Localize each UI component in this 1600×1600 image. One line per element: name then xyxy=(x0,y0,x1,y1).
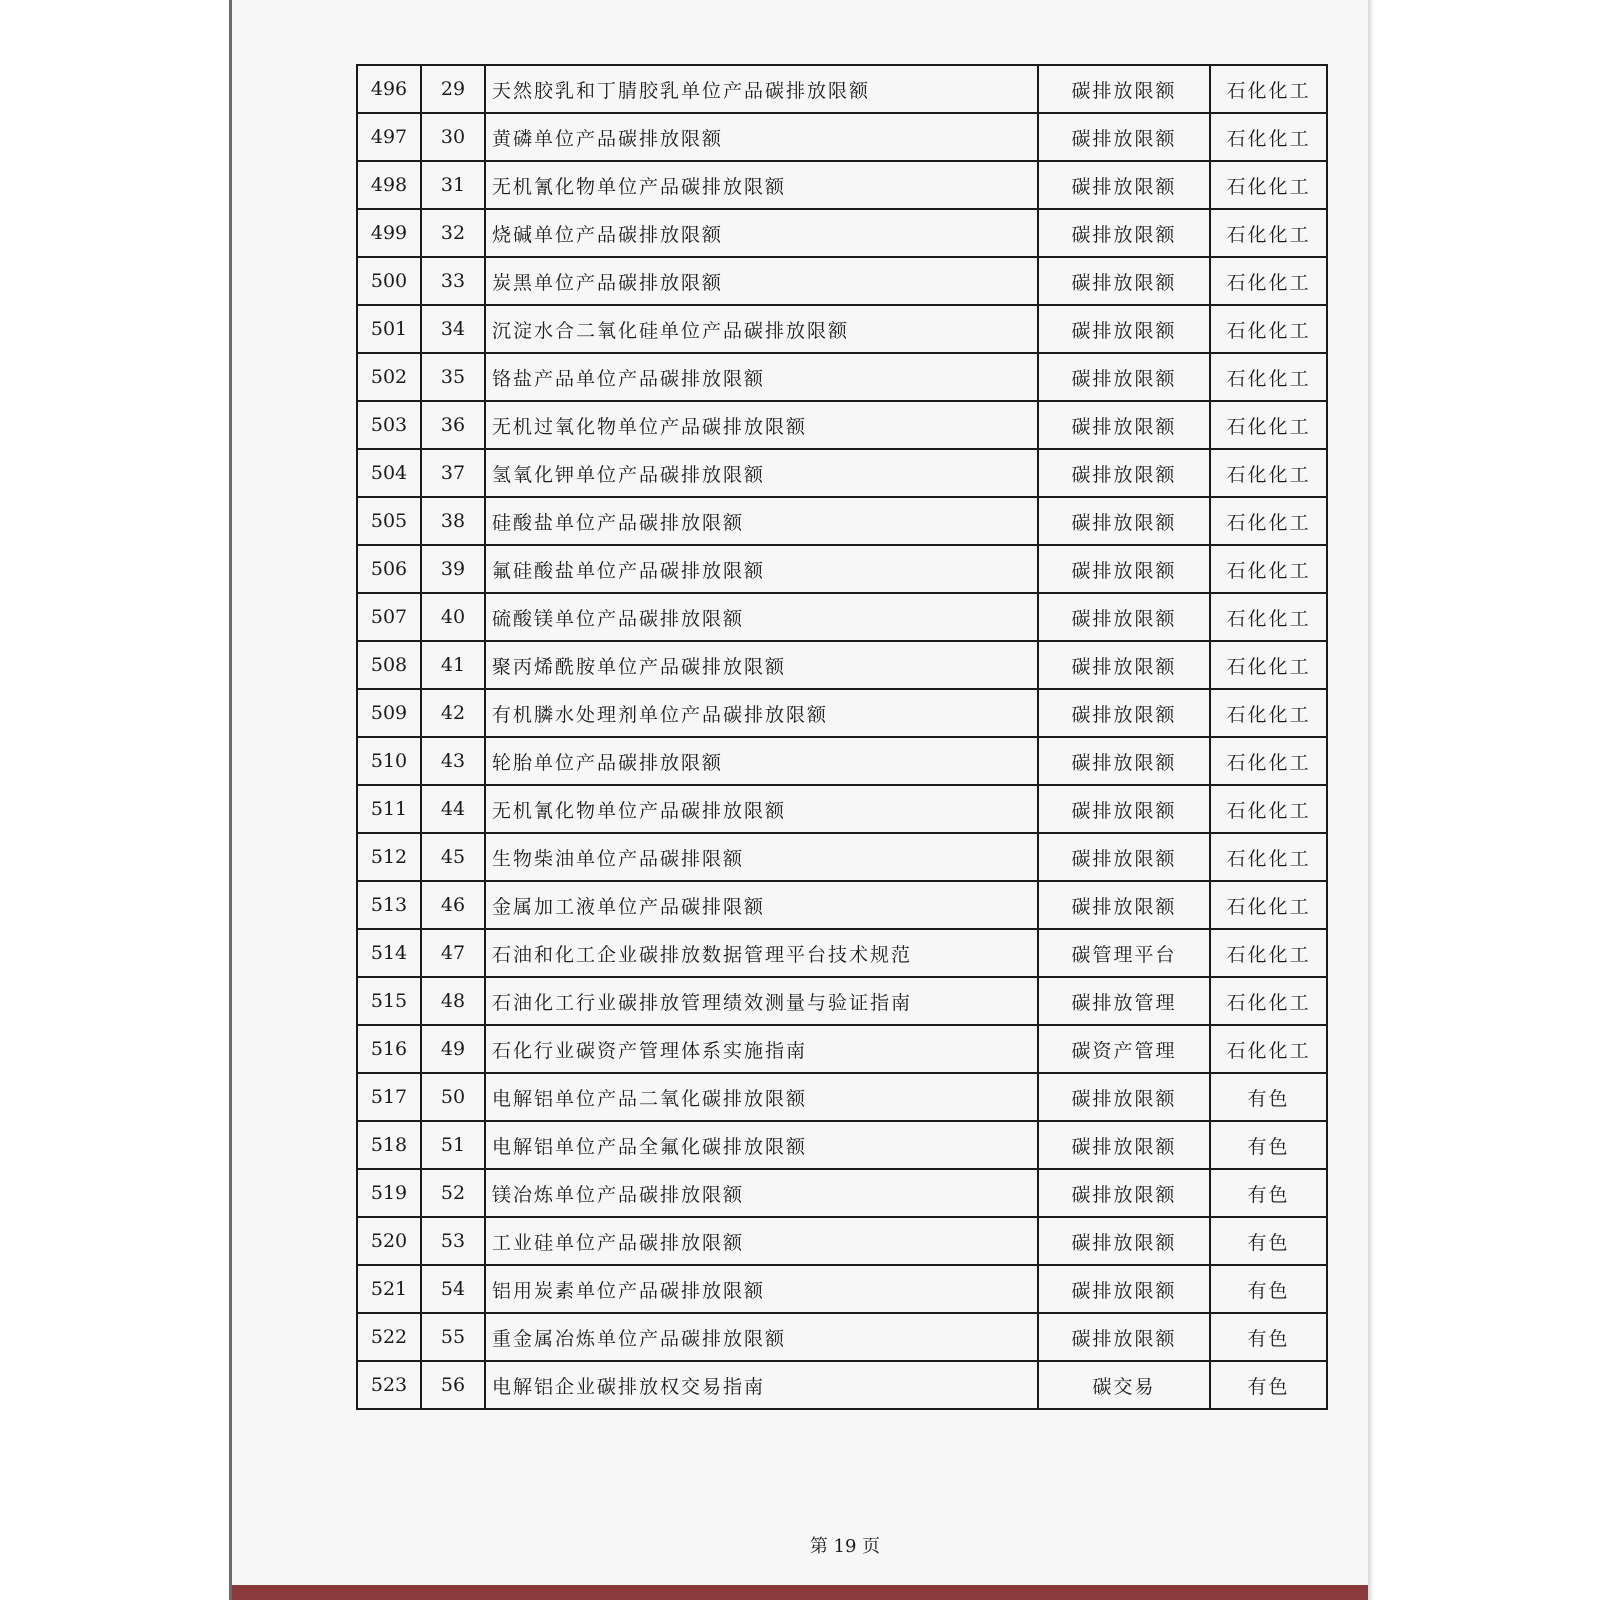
row-number: 516 xyxy=(357,1025,421,1073)
row-sequence: 42 xyxy=(421,689,485,737)
industry: 石化化工 xyxy=(1210,545,1327,593)
row-number: 523 xyxy=(357,1361,421,1409)
standard-category: 碳排放限额 xyxy=(1038,401,1210,449)
standard-category: 碳排放限额 xyxy=(1038,1313,1210,1361)
standard-category: 碳资产管理 xyxy=(1038,1025,1210,1073)
row-number: 518 xyxy=(357,1121,421,1169)
row-number: 501 xyxy=(357,305,421,353)
industry: 有色 xyxy=(1210,1217,1327,1265)
left-margin xyxy=(0,0,232,1600)
table-row xyxy=(357,1025,1327,1073)
industry: 石化化工 xyxy=(1210,929,1327,977)
standard-name: 重金属冶炼单位产品碳排放限额 xyxy=(485,1313,1038,1361)
table-row xyxy=(357,161,1327,209)
row-sequence: 40 xyxy=(421,593,485,641)
standard-name: 炭黑单位产品碳排放限额 xyxy=(485,257,1038,305)
row-sequence: 29 xyxy=(421,65,485,113)
table-row xyxy=(357,449,1327,497)
standard-name: 无机氰化物单位产品碳排放限额 xyxy=(485,161,1038,209)
industry: 有色 xyxy=(1210,1265,1327,1313)
standard-category: 碳排放限额 xyxy=(1038,161,1210,209)
row-sequence: 39 xyxy=(421,545,485,593)
standard-name: 烧碱单位产品碳排放限额 xyxy=(485,209,1038,257)
standard-category: 碳排放限额 xyxy=(1038,641,1210,689)
row-number: 515 xyxy=(357,977,421,1025)
row-sequence: 51 xyxy=(421,1121,485,1169)
table-row xyxy=(357,1073,1327,1121)
standard-category: 碳排放限额 xyxy=(1038,1073,1210,1121)
table-row xyxy=(357,65,1327,113)
standard-name: 无机氰化物单位产品碳排放限额 xyxy=(485,785,1038,833)
row-sequence: 54 xyxy=(421,1265,485,1313)
table-row xyxy=(357,785,1327,833)
row-sequence: 48 xyxy=(421,977,485,1025)
table-row xyxy=(357,593,1327,641)
standard-category: 碳排放限额 xyxy=(1038,257,1210,305)
standard-category: 碳排放限额 xyxy=(1038,881,1210,929)
row-number: 499 xyxy=(357,209,421,257)
row-number: 496 xyxy=(357,65,421,113)
row-number: 517 xyxy=(357,1073,421,1121)
industry: 石化化工 xyxy=(1210,977,1327,1025)
industry: 石化化工 xyxy=(1210,689,1327,737)
table-row xyxy=(357,641,1327,689)
standards-table xyxy=(356,64,1328,1410)
standard-name: 金属加工液单位产品碳排限额 xyxy=(485,881,1038,929)
standard-category: 碳管理平台 xyxy=(1038,929,1210,977)
standard-category: 碳排放限额 xyxy=(1038,1169,1210,1217)
row-number: 503 xyxy=(357,401,421,449)
standard-category: 碳排放限额 xyxy=(1038,113,1210,161)
standard-name: 生物柴油单位产品碳排限额 xyxy=(485,833,1038,881)
standard-name: 工业硅单位产品碳排放限额 xyxy=(485,1217,1038,1265)
table-row xyxy=(357,1361,1327,1409)
table-row xyxy=(357,401,1327,449)
row-number: 519 xyxy=(357,1169,421,1217)
row-number: 500 xyxy=(357,257,421,305)
table-row xyxy=(357,1313,1327,1361)
row-number: 511 xyxy=(357,785,421,833)
row-sequence: 36 xyxy=(421,401,485,449)
table-row xyxy=(357,545,1327,593)
standard-name: 电解铝企业碳排放权交易指南 xyxy=(485,1361,1038,1409)
row-sequence: 55 xyxy=(421,1313,485,1361)
standard-category: 碳排放限额 xyxy=(1038,353,1210,401)
row-number: 506 xyxy=(357,545,421,593)
standard-name: 聚丙烯酰胺单位产品碳排放限额 xyxy=(485,641,1038,689)
standard-category: 碳排放限额 xyxy=(1038,1121,1210,1169)
table-row xyxy=(357,833,1327,881)
standard-category: 碳排放限额 xyxy=(1038,449,1210,497)
row-number: 512 xyxy=(357,833,421,881)
standard-name: 轮胎单位产品碳排放限额 xyxy=(485,737,1038,785)
table-row xyxy=(357,1169,1327,1217)
standard-category: 碳排放限额 xyxy=(1038,833,1210,881)
industry: 石化化工 xyxy=(1210,1025,1327,1073)
page-number: 第 19 页 xyxy=(809,1536,881,1557)
row-number: 505 xyxy=(357,497,421,545)
industry: 石化化工 xyxy=(1210,305,1327,353)
standard-category: 碳排放限额 xyxy=(1038,689,1210,737)
industry: 有色 xyxy=(1210,1121,1327,1169)
table-row xyxy=(357,1265,1327,1313)
industry: 石化化工 xyxy=(1210,593,1327,641)
standard-name: 氟硅酸盐单位产品碳排放限额 xyxy=(485,545,1038,593)
table-row xyxy=(357,689,1327,737)
standard-category: 碳交易 xyxy=(1038,1361,1210,1409)
industry: 石化化工 xyxy=(1210,497,1327,545)
industry: 石化化工 xyxy=(1210,737,1327,785)
row-number: 497 xyxy=(357,113,421,161)
standard-category: 碳排放管理 xyxy=(1038,977,1210,1025)
standard-name: 沉淀水合二氧化硅单位产品碳排放限额 xyxy=(485,305,1038,353)
standard-category: 碳排放限额 xyxy=(1038,1265,1210,1313)
row-number: 514 xyxy=(357,929,421,977)
standard-category: 碳排放限额 xyxy=(1038,1217,1210,1265)
bottom-edge xyxy=(232,1585,1368,1600)
standard-name: 无机过氧化物单位产品碳排放限额 xyxy=(485,401,1038,449)
industry: 石化化工 xyxy=(1210,785,1327,833)
row-number: 508 xyxy=(357,641,421,689)
standard-category: 碳排放限额 xyxy=(1038,305,1210,353)
row-sequence: 52 xyxy=(421,1169,485,1217)
row-number: 521 xyxy=(357,1265,421,1313)
industry: 有色 xyxy=(1210,1073,1327,1121)
industry: 石化化工 xyxy=(1210,209,1327,257)
industry: 石化化工 xyxy=(1210,833,1327,881)
row-number: 498 xyxy=(357,161,421,209)
row-number: 507 xyxy=(357,593,421,641)
standard-name: 石化行业碳资产管理体系实施指南 xyxy=(485,1025,1038,1073)
table-row xyxy=(357,257,1327,305)
table-row xyxy=(357,977,1327,1025)
table-row xyxy=(357,737,1327,785)
table-row xyxy=(357,881,1327,929)
standard-name: 电解铝单位产品二氧化碳排放限额 xyxy=(485,1073,1038,1121)
industry: 石化化工 xyxy=(1210,641,1327,689)
industry: 石化化工 xyxy=(1210,449,1327,497)
row-sequence: 30 xyxy=(421,113,485,161)
row-number: 504 xyxy=(357,449,421,497)
standard-category: 碳排放限额 xyxy=(1038,209,1210,257)
row-number: 513 xyxy=(357,881,421,929)
industry: 石化化工 xyxy=(1210,353,1327,401)
standard-name: 铬盐产品单位产品碳排放限额 xyxy=(485,353,1038,401)
table-row xyxy=(357,305,1327,353)
standard-name: 硅酸盐单位产品碳排放限额 xyxy=(485,497,1038,545)
row-sequence: 41 xyxy=(421,641,485,689)
industry: 石化化工 xyxy=(1210,161,1327,209)
row-sequence: 43 xyxy=(421,737,485,785)
row-sequence: 45 xyxy=(421,833,485,881)
standard-category: 碳排放限额 xyxy=(1038,785,1210,833)
standard-name: 氢氧化钾单位产品碳排放限额 xyxy=(485,449,1038,497)
row-sequence: 34 xyxy=(421,305,485,353)
row-sequence: 50 xyxy=(421,1073,485,1121)
row-sequence: 46 xyxy=(421,881,485,929)
industry: 有色 xyxy=(1210,1313,1327,1361)
table-row xyxy=(357,209,1327,257)
table-row xyxy=(357,929,1327,977)
standard-category: 碳排放限额 xyxy=(1038,497,1210,545)
row-sequence: 47 xyxy=(421,929,485,977)
industry: 有色 xyxy=(1210,1169,1327,1217)
standard-category: 碳排放限额 xyxy=(1038,65,1210,113)
standard-name: 电解铝单位产品全氟化碳排放限额 xyxy=(485,1121,1038,1169)
table-body xyxy=(357,65,1327,1409)
standard-name: 铝用炭素单位产品碳排放限额 xyxy=(485,1265,1038,1313)
table-row xyxy=(357,497,1327,545)
industry: 石化化工 xyxy=(1210,65,1327,113)
standard-name: 硫酸镁单位产品碳排放限额 xyxy=(485,593,1038,641)
row-sequence: 37 xyxy=(421,449,485,497)
row-sequence: 31 xyxy=(421,161,485,209)
row-sequence: 49 xyxy=(421,1025,485,1073)
row-number: 509 xyxy=(357,689,421,737)
standard-name: 天然胶乳和丁腈胶乳单位产品碳排放限额 xyxy=(485,65,1038,113)
row-sequence: 53 xyxy=(421,1217,485,1265)
industry: 石化化工 xyxy=(1210,881,1327,929)
standard-category: 碳排放限额 xyxy=(1038,593,1210,641)
table-row xyxy=(357,1217,1327,1265)
standard-category: 碳排放限额 xyxy=(1038,737,1210,785)
row-sequence: 56 xyxy=(421,1361,485,1409)
row-sequence: 35 xyxy=(421,353,485,401)
standard-name: 黄磷单位产品碳排放限额 xyxy=(485,113,1038,161)
row-sequence: 44 xyxy=(421,785,485,833)
industry: 石化化工 xyxy=(1210,113,1327,161)
right-margin xyxy=(1368,0,1600,1600)
row-number: 522 xyxy=(357,1313,421,1361)
standard-name: 石油化工行业碳排放管理绩效测量与验证指南 xyxy=(485,977,1038,1025)
row-sequence: 32 xyxy=(421,209,485,257)
table-row xyxy=(357,113,1327,161)
industry: 有色 xyxy=(1210,1361,1327,1409)
industry: 石化化工 xyxy=(1210,257,1327,305)
standard-name: 镁冶炼单位产品碳排放限额 xyxy=(485,1169,1038,1217)
row-sequence: 38 xyxy=(421,497,485,545)
standard-name: 石油和化工企业碳排放数据管理平台技术规范 xyxy=(485,929,1038,977)
row-number: 520 xyxy=(357,1217,421,1265)
industry: 石化化工 xyxy=(1210,401,1327,449)
table-row xyxy=(357,1121,1327,1169)
row-sequence: 33 xyxy=(421,257,485,305)
row-number: 510 xyxy=(357,737,421,785)
row-number: 502 xyxy=(357,353,421,401)
standard-name: 有机膦水处理剂单位产品碳排放限额 xyxy=(485,689,1038,737)
table-row xyxy=(357,353,1327,401)
standard-category: 碳排放限额 xyxy=(1038,545,1210,593)
